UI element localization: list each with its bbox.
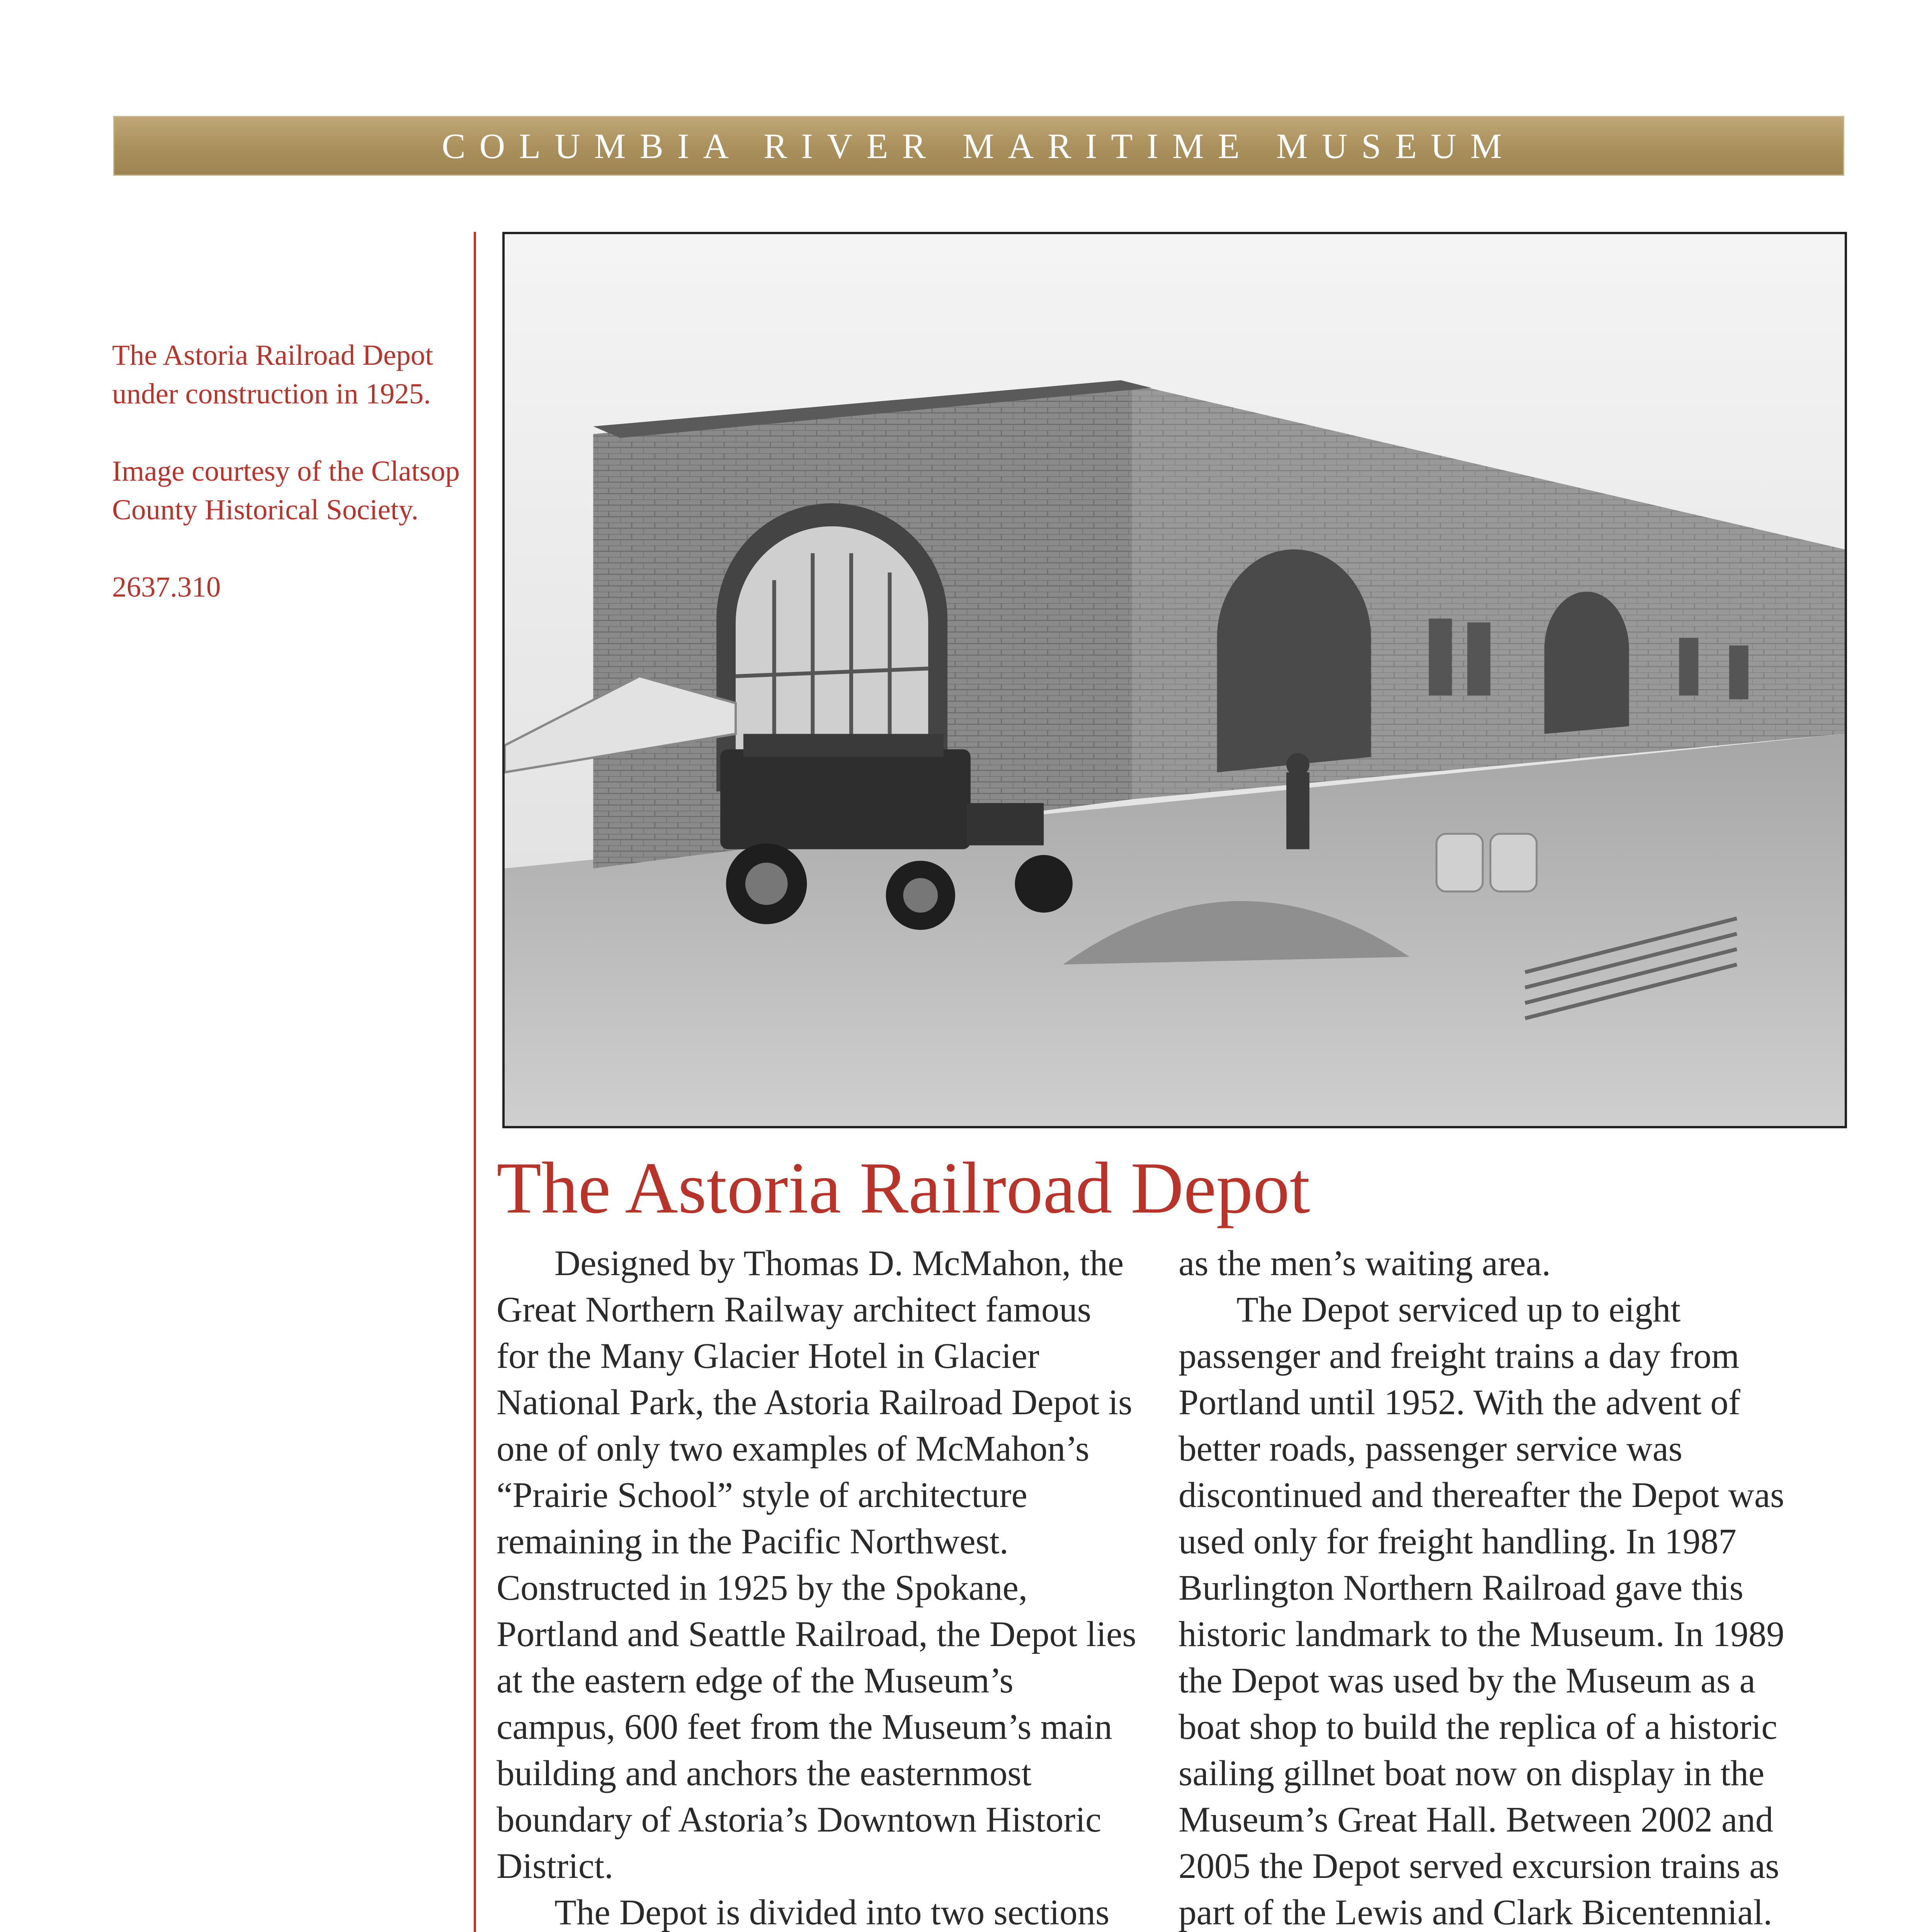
article-paragraph-2: The Depot is divided into two sections [554,1893,1110,1932]
article-column-left [497,1240,1138,1932]
depot-photo-illustration [505,234,1845,1126]
article-column-right [1179,1240,1820,1932]
article-paragraph-3: The Depot serviced up to eight passenger and freight trains a day from Portland until 1952. With the advent of better roads, passenger service was discontinued and thereafter the Depot was used only for freight handling. In 1987 Burlington Northern Railroad gave this historic landmark to the Museum. In 1989 the Depot was used by the Museum as a boat shop to build the replica of a historic sailing gillnet boat now on display in the Museum’s Great Hall. Between 2002 and 2005 the Depot served excursion trains as part of the Lewis and Clark Bicentennial. [1179,1290,1784,1932]
photo-caption [112,336,460,645]
caption-catalog-number: 2637.310 [112,571,221,603]
article-title: The Astoria Railroad Depot [497,1148,1310,1229]
caption-description: The Astoria Railroad Depot under construction in 1925. [112,339,434,410]
article-paragraph-1: Designed by Thomas D. McMahon, the Great Northern Railway architect famous for the Many Glacier Hotel in Glacier National Park, the Astoria Railroad Depot is one of only two examples of McMahon’s “Prairie School” style of architecture remaining in the Pacific Northwest. Constructed in 1925 by the Spokane, Portland and Seattle Railroad, the Depot lies at the eastern edge of the Museum’s campus, 600 feet from the Museum’s main building and anchors the easternmost boundary of Astoria’s Downtown Historic District. [497,1243,1136,1886]
banner-text: COLUMBIA RIVER MARITIME MUSEUM [442,126,1516,166]
header-banner [113,116,1844,176]
vertical-divider [474,232,476,1932]
depot-photograph [502,232,1847,1128]
caption-credit: Image courtesy of the Clatsop County Historical Society. [112,455,460,526]
article-paragraph-2-continued: as the men’s waiting area. [1179,1243,1551,1283]
